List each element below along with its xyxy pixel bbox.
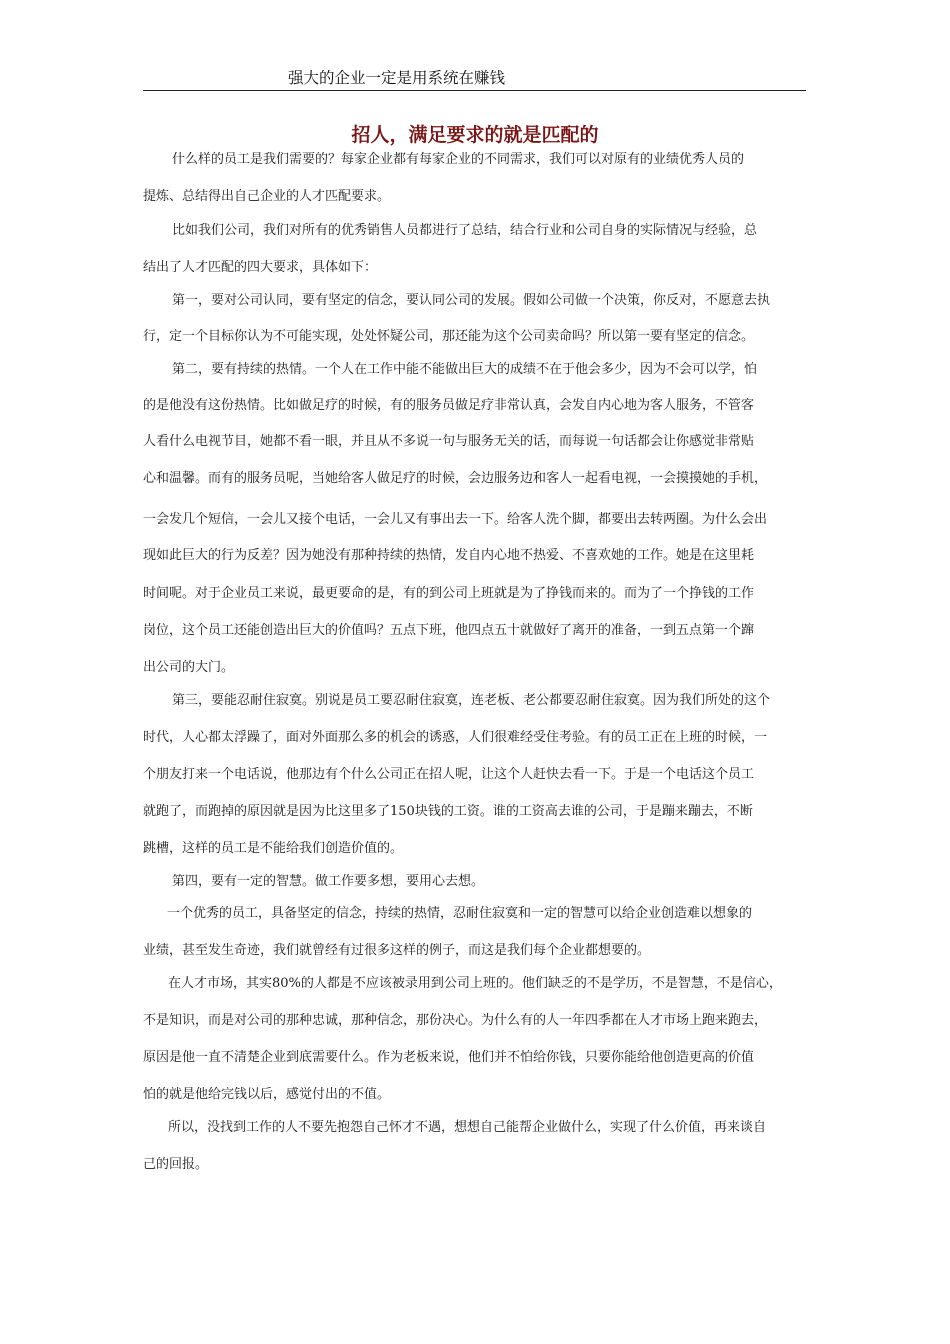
paragraph-line: 一会发几个短信，一会儿又接个电话，一会儿又有事出去一下。给客人洗个脚，都要出去转两圈。为什么会出 <box>143 512 768 527</box>
paragraph-line: 就跑了，而跑掉的原因就是因为比这里多了150块钱的工资。谁的工资高去谁的公司，于是蹦来蹦去，不断 <box>143 804 753 819</box>
paragraph-line: 不是知识，而是对公司的那种忠诚，那种信念，那份决心。为什么有的人一年四季都在人才市场上跑来跑去， <box>143 1013 768 1028</box>
paragraph-line: 岗位，这个员工还能创造出巨大的价值吗？五点下班，他四点五十就做好了离开的准备，一到五点第一个蹿 <box>143 623 755 638</box>
paragraph-line: 原因是他一直不清楚企业到底需要什么。作为老板来说，他们并不怕给你钱，只要你能给他创造更高的价值 <box>143 1050 755 1065</box>
page-header-text: 强大的企业一定是用系统在赚钱 <box>288 69 506 87</box>
document-title: 招人，满足要求的就是匹配的 <box>351 124 599 146</box>
paragraph-line: 在人才市场，其实80%的人都是不应该被录用到公司上班的。他们缺乏的不是学历，不是智慧，不是信心， <box>168 976 782 991</box>
page-header <box>143 62 806 91</box>
paragraph-line: 个朋友打来一个电话说，他那边有个什么公司正在招人呢，让这个人赶快去看一下。于是一个电话这个员工 <box>143 767 755 782</box>
paragraph-line: 时间呢。对于企业员工来说，最更要命的是，有的到公司上班就是为了挣钱而来的。而为了一个挣钱的工作 <box>143 586 755 601</box>
paragraph-line: 出公司的大门。 <box>143 660 235 675</box>
paragraph-line: 提炼、总结得出自己企业的人才匹配要求。 <box>143 189 391 204</box>
paragraph-line: 时代，人心都太浮躁了，面对外面那么多的机会的诱惑，人们很难经受住考验。有的员工正在上班的时候，一 <box>143 730 768 745</box>
paragraph-line: 第四，要有一定的智慧。做工作要多想，要用心去想。 <box>172 874 485 889</box>
paragraph-line: 怕的就是他给完钱以后，感觉付出的不值。 <box>143 1087 391 1102</box>
paragraph-line: 行，定一个目标你认为不可能实现，处处怀疑公司，那还能为这个公司卖命吗？所以第一要有坚定的信念。 <box>143 329 755 344</box>
paragraph-line: 业绩，甚至发生奇迹，我们就曾经有过很多这样的例子，而这是我们每个企业都想要的。 <box>143 943 651 958</box>
paragraph-line: 第一，要对公司认同，要有坚定的信念，要认同公司的发展。假如公司做一个决策，你反对，不愿意去执 <box>172 293 771 308</box>
paragraph-line: 所以，没找到工作的人不要先抱怨自己怀才不遇，想想自己能帮企业做什么，实现了什么价值，再来谈自 <box>168 1120 767 1135</box>
paragraph-line: 心和温馨。而有的服务员呢，当她给客人做足疗的时候，会边服务边和客人一起看电视，一会摸摸她的手机， <box>143 471 768 486</box>
paragraph-line: 比如我们公司，我们对所有的优秀销售人员都进行了总结，结合行业和公司自身的实际情况与经验，总 <box>172 223 758 238</box>
paragraph-line: 现如此巨大的行为反差？因为她没有那种持续的热情，发自内心地不热爱、不喜欢她的工作。她是在这里耗 <box>143 548 755 563</box>
paragraph-line: 人看什么电视节目，她都不看一眼，并且从不多说一句与服务无关的话，而每说一句话都会让你感觉非常贴 <box>143 434 755 449</box>
paragraph-line: 一个优秀的员工，具备坚定的信念，持续的热情，忍耐住寂寞和一定的智慧可以给企业创造难以想象的 <box>167 906 753 921</box>
paragraph-line: 什么样的员工是我们需要的？每家企业都有每家企业的不同需求，我们可以对原有的业绩优秀人员的 <box>172 152 745 167</box>
paragraph-line: 跳槽，这样的员工是不能给我们创造价值的。 <box>143 841 404 856</box>
paragraph-line: 己的回报。 <box>143 1157 209 1172</box>
paragraph-line: 的是他没有这份热情。比如做足疗的时候，有的服务员做足疗非常认真，会发自内心地为客人服务，不管客 <box>143 398 755 413</box>
paragraph-line: 第三，要能忍耐住寂寞。别说是员工要忍耐住寂寞，连老板、老公都要忍耐住寂寞。因为我们所处的这个 <box>172 693 771 708</box>
paragraph-line: 第二，要有持续的热情。一个人在工作中能不能做出巨大的成绩不在于他会多少，因为不会可以学，怕 <box>172 362 758 377</box>
paragraph-line: 结出了人才匹配的四大要求，具体如下： <box>143 260 378 275</box>
